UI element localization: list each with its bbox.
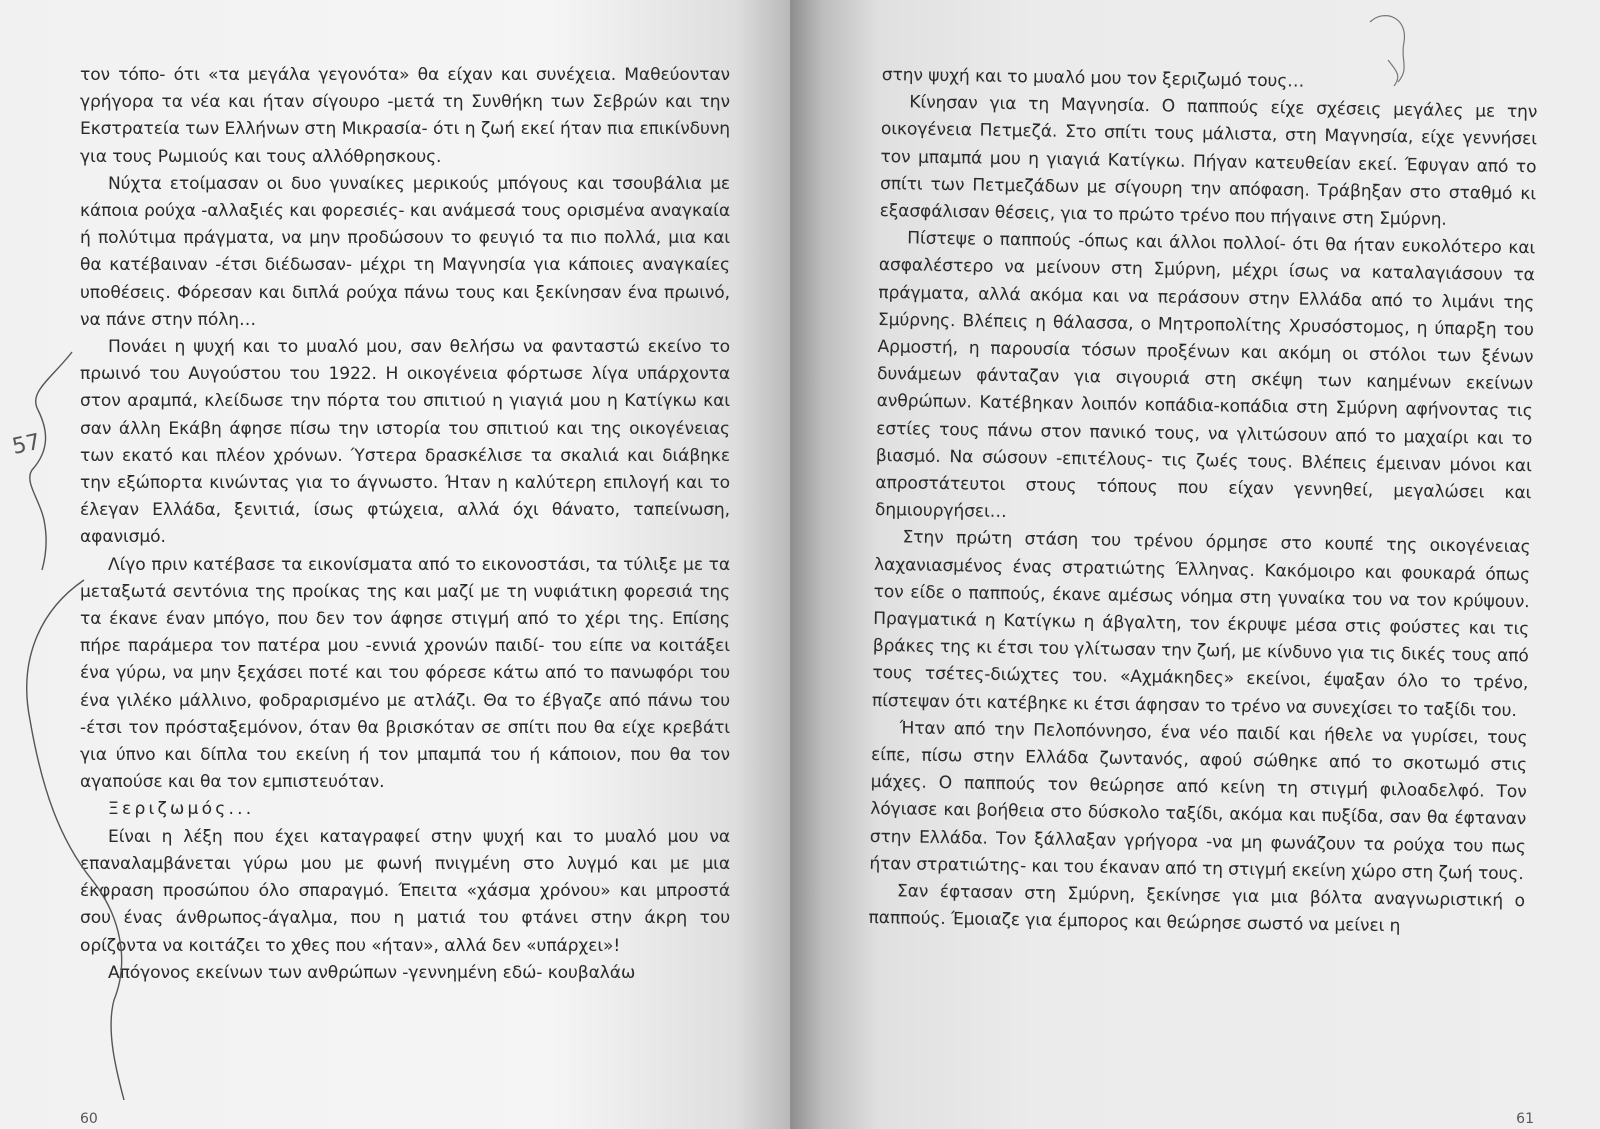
margin-note: 57 — [10, 429, 43, 460]
left-page — [0, 0, 790, 1129]
paragraph: τον τόπο- ότι «τα μεγάλα γεγονότα» θα είχαν και συνέχεια. Μαθεύονταν γρήγορα τα νέα και ήταν σίγουρο -μετά τη Συνθήκη των Σεβρών και την Εκστρατεία των Ελλήνων στη Μικρασία- ότι η ζωή εκεί ήταν πια επικίνδυνη για τους Ρωμιούς και τους αλλόθρησκους. — [80, 65, 730, 167]
paragraph: στην ψυχή και το μυαλό μου τον ξεριζωμό τους… — [881, 64, 1305, 92]
paragraph: Πονάει η ψυχή και το μυαλό μου, σαν θελήσω να φανταστώ εκείνο το πρωινό του Αυγούστου του 1922. Η οικογένεια φόρτωσε λίγα υπάρχοντα στον αραμπά, κλείδωσε την πόρτα του σπιτιού η γιαγιά μου η Κατίγκω και σαν άλλη Εκάβη άφησε πίσω την ιστορία του σπιτιού και της οικογένειας των εκατό και πλέον χρόνων. Ύστερα δρασκέλισε τα σκαλιά και διάβηκε την εξώπορτα κινώντας για το άγνωστο. Ήταν η καλύτερη επιλογή και το έλεγαν Ελλάδα, ξενιτιά, ίσως φτώχεια, αλλά όχι θάνατο, ταπείνωση, αφανισμό. — [80, 337, 730, 548]
paragraph: Ήταν από την Πελοπόννησο, ένα νέο παιδί και ήθελε να γυρίσει, τους είπε, πίσω στην Ελλάδα ζωντανός, αφού σώθηκε από το σκοτωμό στις μάχες. Ο παππούς τον θεώρησε από κείνη τη στιγμή φιλοαδελφό. Τον λόγιασε και βοήθεια στο δύσκολο ταξίδι, ακόμα και πυξίδα, σαν θα έφταναν στην Ελλάδα. Τον ξάλλαξαν γρήγορα -να μη φωνάζουν τα ρούχα του πως ήταν στρατιώτης- και του έκαναν από τη στιγμή εκείνη χώρο στη ζωή τους. — [869, 718, 1528, 885]
left-page-text — [80, 62, 730, 987]
paragraph: Απόγονος εκείνων των ανθρώπων -γεννημένη εδώ- κουβαλάω — [108, 962, 636, 983]
right-page — [790, 0, 1600, 1129]
paragraph: Ξεριζωμός... — [108, 799, 255, 820]
paragraph: Νύχτα ετοίμασαν οι δυο γυναίκες μερικούς μπόγους και τσουβάλια με κάποια ρούχα -αλλαξιές και φορεσιές- και ανάμεσά τους ορισμένα αναγκαία ή πολύτιμα πράγματα, να μην προδώσουν το φευγιό τα πιο πολλά, μια και θα κατέβαιναν -έτσι διέδωσαν- μέχρι τη Μαγνησία για κάποιες αναγκαίες υποθέσεις. Φόρεσαν και διπλά ρούχα πάνω τους και ξεκίνησαν ένα πρωινό, να πάνε στην πόλη… — [80, 173, 730, 330]
paragraph: Σαν έφτασαν στη Σμύρνη, ξεκίνησε για μια βόλτα αναγνωριστική ο παππούς. Έμοιαζε για έμπορος και θεώρησε σωστό να μείνει η — [868, 881, 1526, 937]
paragraph: Στην πρώτη στάση του τρένου όρμησε στο κουπέ της οικογένειας λαχανιασμένος ένας στρατιώτης Έλληνας. Κακόμοιρο και φουκαρά όπως τον είδε ο παππούς, έκανε αμέσως νόημα στη γυναίκα του να τον κρύψουν. Πραγματικά η Κατίγκω η άβγαλτη, τον έκρυψε μέσα στις φούστες και τις βράκες της κι έτσι του γλίτωσαν την ζωή, με κίνδυνο για τις δικές τους από τους τσέτες-διώχτες του. «Αχμάκηδες» εκείνοι, έψαξαν όλο το τρένο, πίστεψαν ότι κατέβηκε κι έτσι άφησαν το τρένο να συνεχίσει το ταξίδι του. — [871, 527, 1531, 721]
paragraph: Πίστεψε ο παππούς -όπως και άλλοι πολλοί- ότι θα ήταν ευκολότερο και ασφαλέστερο να μείνουν στη Σμύρνη, μέχρι ίσως να καταλαγιάσουν τα πράγματα, αλλά ακόμα και να περάσουν στην Ελλάδα από το λιμάνι της Σμύρνης. Βλέπεις η θάλασσα, ο Μητροπολίτης Χρυσόστομος, η ύπαρξη του Αρμοστή, η παρουσία τόσων προξένων και ακόμη οι στόλοι των ξένων δυνάμεων φάνταζαν για σιγουριά στη σκέψη των καημένων εκείνων ανθρώπων. Κατέβηκαν λοιπόν κοπάδια-κοπάδια στη Σμύρνη αφήνοντας τις εστίες τους πάνω στον πανικό τους, να γλιτώσουν από το μαχαίρι και το βιασμό. Να σώσουν -επιτέλους- τις ζωές τους. Βλέπεις έμειναν μόνοι και απροστάτευτοι στους τόπους που είχαν γεννηθεί, μεγαλώσει και δημιουργήσει… — [874, 228, 1536, 523]
right-page-text — [868, 62, 1538, 943]
paragraph: Είναι η λέξη που έχει καταγραφεί στην ψυχή και το μυαλό μου να επαναλαμβάνεται γύρω μου με φωνή πνιγμένη στο λυγμό και με μια έκφραση προσώπου όλο σπαραγμό. Έπειτα «χάσμα χρόνου» και μπροστά σου ένας άνθρωπος-άγαλμα, που η ματιά του φτάνει στην άκρη του ορίζοντα να κοιτάζει το χθες που «ήταν», αλλά δεν «υπάρχει»! — [80, 826, 730, 956]
page-number-left: 60 — [80, 1111, 98, 1127]
paragraph: Κίνησαν για τη Μαγνησία. Ο παππούς είχε σχέσεις μεγάλες με την οικογένεια Πετμεζά. Στο σπίτι τους μάλιστα, στη Μαγνησία, είχε γεννήσει τον μπαμπά μου η γιαγιά Κατίγκω. Πήγαν κατευθείαν εκεί. Έφυγαν από το σπίτι των Πετμεζάδων με σίγουρη την απόφαση. Τράβηξαν στο σταθμό κι εξασφάλισαν θέσεις, για το πρώτο τρένο που πήγαινε στη Σμύρνη. — [879, 92, 1538, 230]
page-number-right: 61 — [1516, 1111, 1534, 1127]
paragraph: Λίγο πριν κατέβασε τα εικονίσματα από το εικονοστάσι, τα τύλιξε με τα μεταξωτά σεντόνια της προίκας της και μαζί με τη νυφιάτικη φορεσιά της τα έκανε έναν μπόγο, που δεν τον άφησε στιγμή από το χέρι της. Επίσης πήρε παράμερα τον πατέρα μου -εννιά χρονών παιδί- του είπε να κοιτάξει ένα γύρω, να μην ξεχάσει ποτέ και του φόρεσε κάτω από το πανωφόρι του ένα γιλέκο μάλλινο, φοδραρισμένο με ατλάζι. Θα το έβγαζε από πάνω του -έτσι τον πρόσταξεμόνον, όταν θα βρισκόταν σε σπίτι που θα είχε κρεβάτι για ύπνο και δίπλα του εκείνη ή τον μπαμπά του ή κάποιον, που θα τον αγαπούσε και θα τον εμπιστευόταν. — [80, 554, 730, 793]
